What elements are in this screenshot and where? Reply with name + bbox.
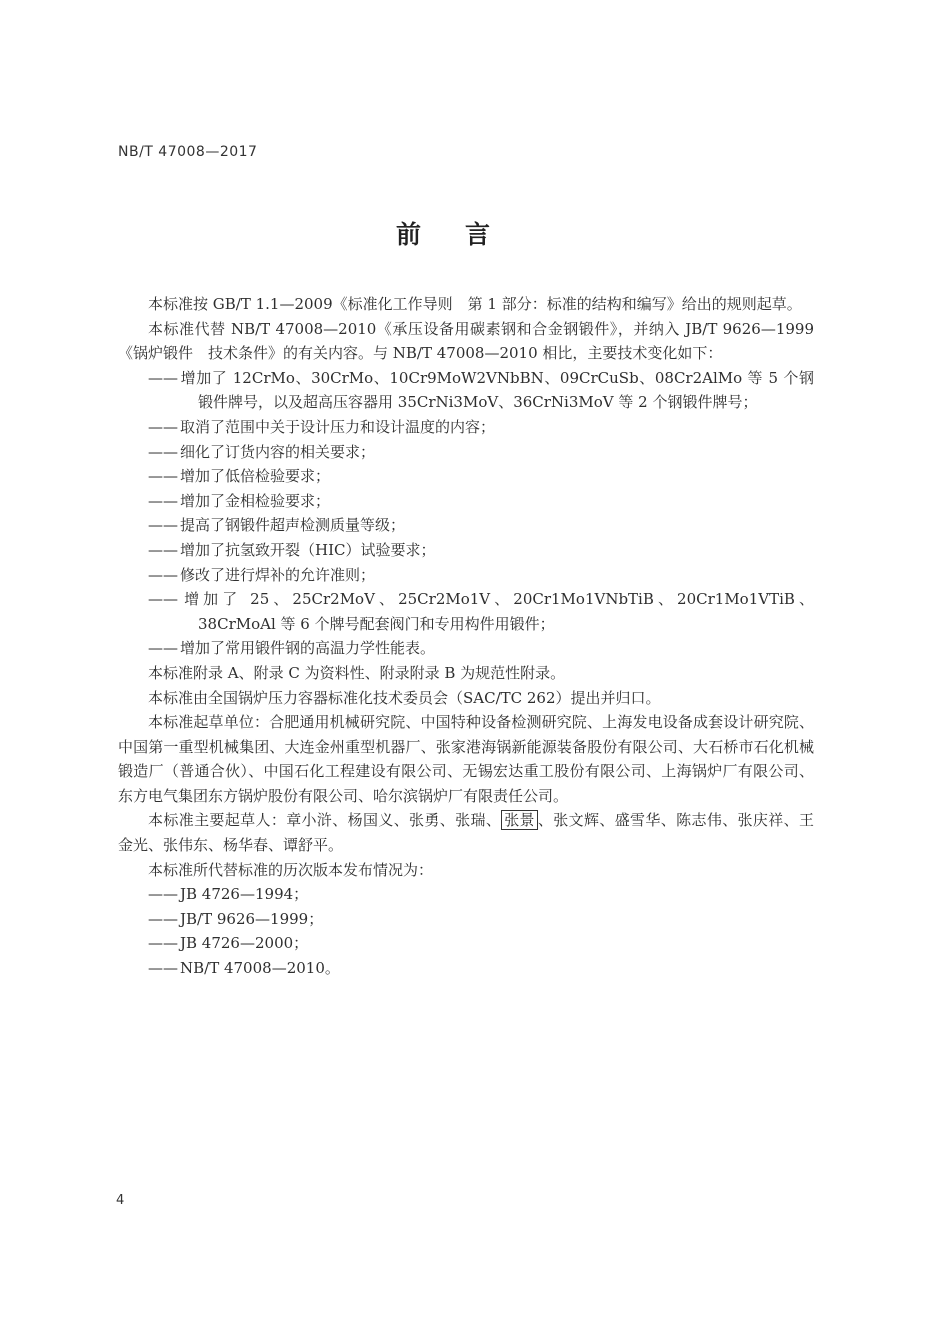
list-item	[118, 636, 814, 661]
list-item	[118, 513, 814, 538]
history-item	[118, 882, 814, 907]
list-item-text: 增加了 12CrMo、30CrMo、10Cr9MoW2VNbBN、09CrCuSb、08Cr2AlMo 等 5 个钢锻件牌号，以及超高压容器用 35CrNi3MoV、36CrNi3MoV 等 2 个钢锻件牌号；	[180, 368, 814, 412]
dash-mark: ——	[148, 417, 178, 436]
drafters-text-after: 、张文辉、盛雪华、陈志伟、张庆祥、王金光、张伟东、杨华春、谭舒平。	[118, 811, 814, 855]
dash-mark: ——	[148, 639, 178, 658]
list-item-text: 提高了钢锻件超声检测质量等级；	[180, 516, 406, 535]
list-item-text: 增加了常用锻件钢的高温力学性能表。	[180, 639, 436, 658]
paragraph-replacement: 本标准代替 NB/T 47008—2010《承压设备用碳素钢和合金钢锻件》，并纳入 JB/T 9626—1999《锅炉锻件 技术条件》的有关内容。与 NB/T 47008—2010 相比，主要技术变化如下：	[118, 319, 814, 363]
boxed-name: 张景	[501, 810, 538, 830]
foreword-body	[118, 292, 814, 981]
history-item	[118, 956, 814, 981]
paragraph-drafting-units: 本标准起草单位：合肥通用机械研究院、中国特种设备检测研究院、上海发电设备成套设计研究院、中国第一重型机械集团、大连金州重型机器厂、张家港海锅新能源装备股份有限公司、大石桥市石化机械锻造厂（普通合伙）、中国石化工程建设有限公司、无锡宏达重工股份有限公司、上海锅炉厂有限公司、东方电气集团东方锅炉股份有限公司、哈尔滨锅炉厂有限责任公司。	[118, 713, 814, 805]
page-title: 前言	[395, 220, 534, 249]
dash-mark: ——	[148, 565, 178, 584]
list-item	[118, 464, 814, 489]
paragraph-drafting-rules: 本标准按 GB/T 1.1—2009《标准化工作导则 第 1 部分：标准的结构和编写》给出的规则起草。	[148, 295, 802, 313]
list-item-text: 增加了低倍检验要求；	[180, 467, 331, 486]
history-item-text: JB 4726—1994；	[180, 885, 309, 904]
list-item-text: 增加了金相检验要求；	[180, 491, 331, 510]
history-item	[118, 907, 814, 932]
list-item-text: 增加了抗氢致开裂（HIC）试验要求；	[180, 540, 436, 559]
list-item	[118, 489, 814, 514]
dash-mark: ——	[148, 590, 178, 609]
paragraph-history-intro: 本标准所代替标准的历次版本发布情况为：	[148, 860, 434, 879]
list-item-text: 增加了 25、25Cr2MoV、25Cr2Mo1V、20Cr1Mo1VNbTiB、20Cr1Mo1VTiB、38CrMoAl 等 6 个牌号配套阀门和专用构件用锻件；	[180, 590, 814, 633]
dash-mark: ——	[148, 959, 178, 978]
dash-mark: ——	[148, 442, 178, 461]
list-item	[118, 587, 814, 636]
history-item-text: NB/T 47008—2010。	[180, 959, 340, 978]
history-item-text: JB/T 9626—1999；	[180, 909, 324, 928]
dash-mark: ——	[148, 368, 178, 387]
dash-mark: ——	[148, 516, 178, 535]
paragraph-proposer: 本标准由全国锅炉压力容器标准化技术委员会（SAC/TC 262）提出并归口。	[148, 688, 661, 707]
list-item-text: 细化了订货内容的相关要求；	[180, 442, 376, 461]
list-item-text: 取消了范围中关于设计压力和设计温度的内容；	[180, 417, 496, 436]
history-item	[118, 931, 814, 956]
history-item-text: JB 4726—2000；	[180, 934, 309, 953]
dash-mark: ——	[148, 491, 178, 510]
paragraph-drafters	[118, 808, 814, 857]
list-item	[118, 415, 814, 440]
list-item	[118, 538, 814, 563]
standard-code: NB/T 47008—2017	[118, 144, 258, 160]
dash-mark: ——	[148, 934, 178, 953]
dash-mark: ——	[148, 909, 178, 928]
dash-mark: ——	[148, 467, 178, 486]
list-item	[118, 366, 814, 415]
dash-mark: ——	[148, 540, 178, 559]
dash-mark: ——	[148, 885, 178, 904]
drafters-text-before: 本标准主要起草人：章小浒、杨国义、张勇、张瑞、	[148, 811, 502, 830]
list-item	[118, 563, 814, 588]
list-item-text: 修改了进行焊补的允许准则；	[180, 565, 376, 584]
page-number: 4	[116, 1193, 125, 1208]
list-item	[118, 440, 814, 465]
paragraph-appendix: 本标准附录 A、附录 C 为资料性、附录附录 B 为规范性附录。	[148, 663, 566, 682]
